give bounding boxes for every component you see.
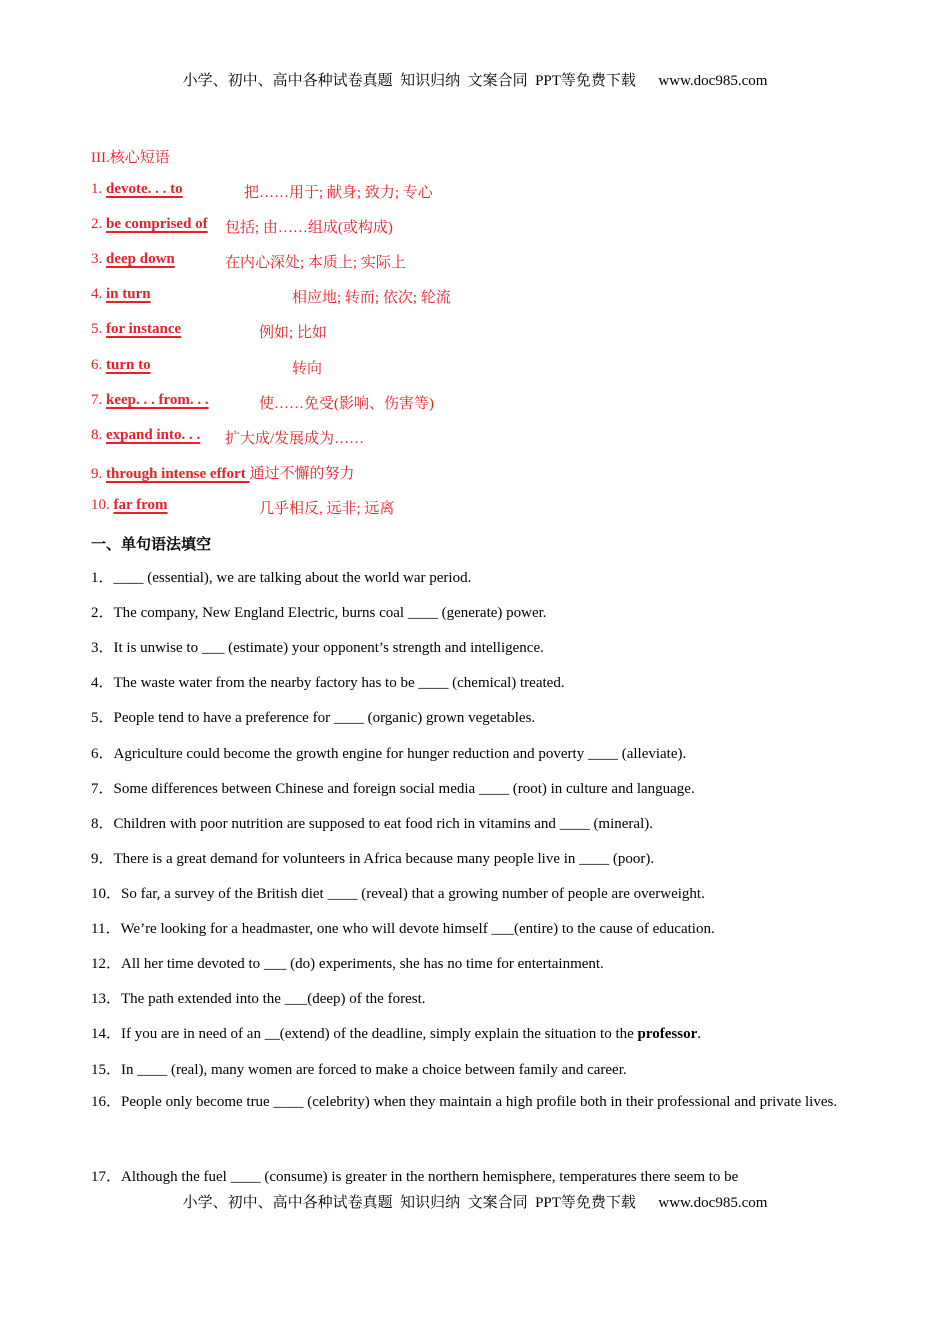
phrase-meaning: 使……免受(影响、伤害等) xyxy=(259,396,434,412)
phrase-meaning: 包括; 由……组成(或构成) xyxy=(225,220,393,236)
phrase-term: turn to xyxy=(106,357,151,373)
question-item: 2．The company, New England Electric, burns coal ____ (generate) power. xyxy=(91,605,547,621)
phrase-term: far from xyxy=(113,497,168,513)
phrase-number: 9. xyxy=(91,466,106,482)
phrase-meaning: 通过不懈的努力 xyxy=(249,466,355,482)
phrase-item xyxy=(91,251,406,273)
page-footer: 小学、初中、高中各种试卷真题 知识归纳 文案合同 PPT等免费下载 www.doc985.com xyxy=(182,1195,768,1211)
phrase-term: for instance xyxy=(106,321,182,337)
phrase-item xyxy=(91,462,354,484)
answer-blank: ____ xyxy=(579,851,610,867)
phrase-item xyxy=(91,497,395,519)
phrase-number: 7. xyxy=(91,392,106,408)
phrase-item xyxy=(91,181,433,203)
question-item: 8．Children with poor nutrition are supposed to eat food rich in vitamins and ____ (mineral). xyxy=(91,816,653,832)
phrase-term: in turn xyxy=(106,286,151,302)
answer-blank: ____ xyxy=(407,605,438,621)
question-item: 4．The waste water from the nearby factory has to be ____ (chemical) treated. xyxy=(91,675,565,691)
question-item: 12．All her time devoted to ___ (do) experiments, she has no time for entertainment. xyxy=(91,956,604,972)
phrase-number: 10. xyxy=(91,497,114,513)
question-item: 3．It is unwise to ___ (estimate) your opponent’s strength and intelligence. xyxy=(91,640,544,656)
phrase-meaning: 相应地; 转而; 依次; 轮流 xyxy=(292,290,451,306)
phrase-term: keep. . . from. . . xyxy=(106,392,209,408)
phrase-meaning: 例如; 比如 xyxy=(259,325,327,341)
phrase-item xyxy=(91,427,365,449)
question-item: 9．There is a great demand for volunteers in Africa because many people live in ____ (poor). xyxy=(91,851,655,867)
phrase-item xyxy=(91,321,327,343)
phrase-meaning: 扩大成/发展成为…… xyxy=(225,431,365,447)
phrase-number: 1. xyxy=(91,181,106,197)
phrase-number: 6. xyxy=(91,357,106,373)
phrase-term: be comprised of xyxy=(106,216,208,232)
answer-blank: ___ xyxy=(263,956,287,972)
phrase-term: devote. . . to xyxy=(106,181,183,197)
phrase-item xyxy=(91,286,451,308)
answer-blank: ____ xyxy=(327,886,358,902)
phrase-item xyxy=(91,357,323,379)
phrase-number: 8. xyxy=(91,427,106,443)
answer-blank: ____ xyxy=(333,710,364,726)
phrase-meaning: 转向 xyxy=(292,361,323,377)
answer-blank: ____ xyxy=(478,781,509,797)
answer-blank: __ xyxy=(264,1026,280,1042)
question-item: 7．Some differences between Chinese and foreign social media ____ (root) in culture and language. xyxy=(91,781,695,797)
page-header: 小学、初中、高中各种试卷真题 知识归纳 文案合同 PPT等免费下载 www.doc985.com xyxy=(182,73,768,89)
answer-blank: ____ xyxy=(113,570,144,586)
question-item: 6．Agriculture could become the growth engine for hunger reduction and poverty ____ (alleviate). xyxy=(91,746,687,762)
phrase-number: 5. xyxy=(91,321,106,337)
phrase-number: 3. xyxy=(91,251,106,267)
question-item: 10．So far, a survey of the British diet ____ (reveal) that a growing number of people are overweight. xyxy=(91,886,705,902)
answer-blank: ____ xyxy=(587,746,618,762)
phrase-meaning: 把……用于; 献身; 致力; 专心 xyxy=(244,185,433,201)
answer-blank: ___ xyxy=(491,921,514,937)
question-item: 15．In ____ (real), many women are forced to make a choice between family and career. xyxy=(91,1062,627,1078)
answer-blank: ___ xyxy=(284,991,308,1007)
question-item: 1．____ (essential), we are talking about the world war period. xyxy=(91,570,472,586)
question-item: 11．We’re looking for a headmaster, one who will devote himself ___(entire) to the cause of education. xyxy=(91,921,715,937)
section-title: III.核心短语 xyxy=(91,150,170,166)
phrase-number: 2. xyxy=(91,216,106,232)
question-item: 13．The path extended into the ___(deep) of the forest. xyxy=(91,991,426,1007)
phrase-term: expand into. . . xyxy=(106,427,201,443)
question-item: 16．People only become true ____ (celebrity) when they maintain a high profile both in their professional and private lives. xyxy=(91,1094,838,1110)
emphasized-word: professor xyxy=(637,1026,698,1042)
phrase-item xyxy=(91,392,434,414)
answer-blank: ___ xyxy=(201,640,225,656)
phrase-term: deep down xyxy=(106,251,175,267)
phrase-number: 4. xyxy=(91,286,106,302)
answer-blank: ____ xyxy=(230,1169,261,1185)
answer-blank: ____ xyxy=(137,1062,168,1078)
phrase-meaning: 几乎相反, 远非; 远离 xyxy=(259,501,395,517)
answer-blank: ____ xyxy=(418,675,449,691)
phrase-meaning: 在内心深处; 本质上; 实际上 xyxy=(225,255,406,271)
exercise-title: 一、单句语法填空 xyxy=(91,537,212,553)
question-item: 14．If you are in need of an __(extend) of the deadline, simply explain the situation to the professor. xyxy=(91,1026,701,1042)
question-item: 5．People tend to have a preference for ____ (organic) grown vegetables. xyxy=(91,710,536,726)
answer-blank: ____ xyxy=(273,1094,304,1110)
phrase-item xyxy=(91,216,393,238)
phrase-term: through intense effort xyxy=(106,466,250,482)
answer-blank: ____ xyxy=(559,816,590,832)
question-item: 17．Although the fuel ____ (consume) is greater in the northern hemisphere, temperatures there seem to be xyxy=(91,1169,739,1185)
